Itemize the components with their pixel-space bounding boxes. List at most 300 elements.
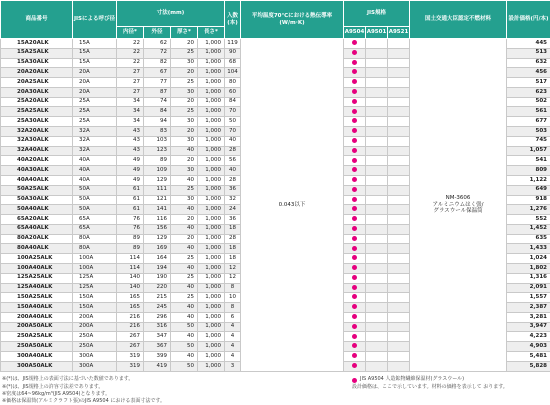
cell-a9501 <box>366 263 388 273</box>
cell-outer: 94 <box>144 117 171 127</box>
cell-price: 1,802 <box>507 263 550 273</box>
cell-price: 1,557 <box>507 293 550 303</box>
cell-name: 250A50ALK <box>1 342 73 352</box>
cell-a9521 <box>388 322 410 332</box>
cell-inner: 114 <box>117 263 144 273</box>
cell-jis: 40A <box>73 166 117 176</box>
cell-len: 1,000 <box>198 244 225 254</box>
cell-price: 1,122 <box>507 175 550 185</box>
header-mlit: 国土交通大臣認定不燃材料 <box>410 1 507 39</box>
cell-jis: 200A <box>73 312 117 322</box>
cell-a9521 <box>388 215 410 225</box>
cell-thick: 30 <box>171 195 198 205</box>
cell-a9521 <box>388 273 410 283</box>
cell-jis: 250A <box>73 332 117 342</box>
cell-a9521 <box>388 78 410 88</box>
cell-len: 1,000 <box>198 322 225 332</box>
cell-thick: 30 <box>171 58 198 68</box>
header-thickness: 厚さ* <box>171 27 198 39</box>
cell-a9501 <box>366 273 388 283</box>
cell-len: 1,000 <box>198 312 225 322</box>
cell-thick: 40 <box>171 312 198 322</box>
cell-qty: 28 <box>225 175 241 185</box>
cell-a9501 <box>366 146 388 156</box>
cell-a9504 <box>344 166 366 176</box>
cell-price: 502 <box>507 97 550 107</box>
cell-thick: 40 <box>171 263 198 273</box>
dot-icon <box>352 89 357 94</box>
legend-dot-icon <box>352 378 357 383</box>
cell-name: 40A30ALK <box>1 166 73 176</box>
cell-thick: 25 <box>171 185 198 195</box>
cell-a9501 <box>366 234 388 244</box>
cell-name: 50A25ALK <box>1 185 73 195</box>
cell-qty: 36 <box>225 185 241 195</box>
cell-len: 1,000 <box>198 361 225 371</box>
dot-icon <box>352 265 357 270</box>
cell-outer: 72 <box>144 48 171 58</box>
cell-inner: 22 <box>117 48 144 58</box>
cell-a9504 <box>344 322 366 332</box>
cell-thick: 20 <box>171 97 198 107</box>
cell-jis: 40A <box>73 175 117 185</box>
cell-len: 1,000 <box>198 107 225 117</box>
cell-a9501 <box>366 303 388 313</box>
cell-outer: 296 <box>144 312 171 322</box>
cell-name: 100A40ALK <box>1 263 73 273</box>
cell-inner: 34 <box>117 107 144 117</box>
cell-a9501 <box>366 352 388 362</box>
cell-qty: 28 <box>225 234 241 244</box>
cell-thick: 20 <box>171 68 198 78</box>
cell-len: 1,000 <box>198 283 225 293</box>
cell-outer: 194 <box>144 263 171 273</box>
cell-len: 1,000 <box>198 263 225 273</box>
cell-a9521 <box>388 136 410 146</box>
cell-qty: 4 <box>225 322 241 332</box>
cell-a9521 <box>388 244 410 254</box>
cell-outer: 156 <box>144 224 171 234</box>
cell-a9504 <box>344 87 366 97</box>
dot-icon <box>352 40 357 45</box>
cell-price: 4,223 <box>507 332 550 342</box>
cell-qty: 6 <box>225 312 241 322</box>
cell-jis: 15A <box>73 58 117 68</box>
cell-outer: 116 <box>144 215 171 225</box>
cell-thick: 30 <box>171 87 198 97</box>
cell-inner: 49 <box>117 156 144 166</box>
cell-a9504 <box>344 352 366 362</box>
cell-inner: 216 <box>117 312 144 322</box>
cell-a9521 <box>388 39 410 49</box>
cell-a9504 <box>344 48 366 58</box>
cell-price: 2,091 <box>507 283 550 293</box>
header-a9501: A9501 <box>366 27 388 39</box>
dot-icon <box>352 167 357 172</box>
cell-a9504 <box>344 312 366 322</box>
cell-inner: 27 <box>117 87 144 97</box>
cell-outer: 82 <box>144 58 171 68</box>
cell-a9521 <box>388 175 410 185</box>
legend-note: 設計価格は、ここで示しています。材料の価格を表示して おります。 <box>352 384 508 390</box>
cell-price: 918 <box>507 195 550 205</box>
cell-qty: 12 <box>225 263 241 273</box>
table-body <box>1 39 550 372</box>
cell-a9504 <box>344 107 366 117</box>
cell-a9501 <box>366 342 388 352</box>
cell-outer: 367 <box>144 342 171 352</box>
cell-len: 1,000 <box>198 293 225 303</box>
cell-qty: 18 <box>225 254 241 264</box>
dot-icon <box>352 226 357 231</box>
cell-outer: 67 <box>144 68 171 78</box>
cell-a9501 <box>366 224 388 234</box>
cell-name: 50A30ALK <box>1 195 73 205</box>
cell-inner: 140 <box>117 273 144 283</box>
cell-outer: 419 <box>144 361 171 371</box>
cell-len: 1,000 <box>198 117 225 127</box>
cell-name: 20A25ALK <box>1 78 73 88</box>
dot-icon <box>352 138 357 143</box>
dot-icon <box>352 334 357 339</box>
cell-len: 1,000 <box>198 175 225 185</box>
dot-icon <box>352 177 357 182</box>
cell-name: 25A20ALK <box>1 97 73 107</box>
cell-thick: 20 <box>171 234 198 244</box>
cell-name: 25A25ALK <box>1 107 73 117</box>
cell-inner: 49 <box>117 166 144 176</box>
cell-name: 125A40ALK <box>1 283 73 293</box>
table-header <box>1 1 550 39</box>
cell-thick: 25 <box>171 273 198 283</box>
footnote-4: ※価格は保温筒(アルミクラフト張)のJIS A9504 における表面寸法です。 <box>2 398 165 404</box>
cell-jis: 20A <box>73 68 117 78</box>
dot-icon <box>352 69 357 74</box>
cell-jis: 100A <box>73 263 117 273</box>
cell-inner: 22 <box>117 39 144 49</box>
cell-a9501 <box>366 166 388 176</box>
cell-qty: 32 <box>225 195 241 205</box>
header-dimensions: 寸法(mm) <box>117 1 225 27</box>
cell-a9501 <box>366 322 388 332</box>
cell-name: 50A40ALK <box>1 205 73 215</box>
cell-inner: 114 <box>117 254 144 264</box>
cell-a9521 <box>388 303 410 313</box>
cell-inner: 43 <box>117 127 144 137</box>
cell-name: 40A20ALK <box>1 156 73 166</box>
cell-outer: 74 <box>144 97 171 107</box>
cell-price: 3,281 <box>507 312 550 322</box>
cell-a9521 <box>388 293 410 303</box>
cell-outer: 87 <box>144 87 171 97</box>
cell-a9521 <box>388 107 410 117</box>
cell-jis: 32A <box>73 136 117 146</box>
dot-icon <box>352 275 357 280</box>
cell-jis: 40A <box>73 156 117 166</box>
cell-qty: 119 <box>225 39 241 49</box>
cell-price: 552 <box>507 215 550 225</box>
cell-thick: 50 <box>171 342 198 352</box>
legend-label: JIS A9504 人造鉱物繊維保温材(グラスウール) <box>360 376 465 382</box>
cell-thick: 25 <box>171 48 198 58</box>
cell-len: 1,000 <box>198 205 225 215</box>
cell-qty: 68 <box>225 58 241 68</box>
cell-name: 20A30ALK <box>1 87 73 97</box>
cell-qty: 60 <box>225 87 241 97</box>
cell-thick: 40 <box>171 303 198 313</box>
cell-price: 649 <box>507 185 550 195</box>
cell-qty: 3 <box>225 361 241 371</box>
cell-a9504 <box>344 293 366 303</box>
header-a9504: A9504 <box>344 27 366 39</box>
cell-outer: 129 <box>144 175 171 185</box>
cell-name: 125A25ALK <box>1 273 73 283</box>
cell-price: 623 <box>507 87 550 97</box>
cell-thick: 20 <box>171 156 198 166</box>
cell-len: 1,000 <box>198 68 225 78</box>
cell-thick: 40 <box>171 244 198 254</box>
cell-inner: 267 <box>117 342 144 352</box>
cell-price: 456 <box>507 68 550 78</box>
dot-icon <box>352 246 357 251</box>
cell-a9501 <box>366 215 388 225</box>
cell-inner: 140 <box>117 283 144 293</box>
cell-outer: 84 <box>144 107 171 117</box>
cell-qty: 40 <box>225 136 241 146</box>
cell-name: 300A40ALK <box>1 352 73 362</box>
cell-inner: 76 <box>117 224 144 234</box>
cell-outer: 109 <box>144 166 171 176</box>
cell-jis: 15A <box>73 39 117 49</box>
footnote-2: ※(*)は、JIS規格上の許容寸法差であります。 <box>2 384 104 390</box>
dot-icon <box>352 343 357 348</box>
cell-price: 809 <box>507 166 550 176</box>
cell-inner: 319 <box>117 352 144 362</box>
cell-inner: 165 <box>117 293 144 303</box>
cell-jis: 65A <box>73 215 117 225</box>
cell-name: 32A40ALK <box>1 146 73 156</box>
cell-a9501 <box>366 156 388 166</box>
cell-price: 541 <box>507 156 550 166</box>
conductivity-value: 0.043以下 <box>241 39 344 372</box>
cell-thick: 25 <box>171 78 198 88</box>
cell-a9501 <box>366 39 388 49</box>
cell-name: 25A30ALK <box>1 117 73 127</box>
cell-outer: 62 <box>144 39 171 49</box>
cell-jis: 20A <box>73 78 117 88</box>
cell-a9521 <box>388 342 410 352</box>
cell-len: 1,000 <box>198 224 225 234</box>
cell-thick: 20 <box>171 215 198 225</box>
cell-len: 1,000 <box>198 332 225 342</box>
cell-a9504 <box>344 39 366 49</box>
cell-a9501 <box>366 283 388 293</box>
header-qty: 入数(本) <box>225 1 241 39</box>
cell-outer: 347 <box>144 332 171 342</box>
cell-jis: 125A <box>73 283 117 293</box>
cell-outer: 399 <box>144 352 171 362</box>
cell-a9504 <box>344 254 366 264</box>
cell-jis: 80A <box>73 234 117 244</box>
cell-a9501 <box>366 293 388 303</box>
cell-jis: 125A <box>73 273 117 283</box>
cell-jis: 200A <box>73 322 117 332</box>
cell-a9504 <box>344 195 366 205</box>
cell-qty: 84 <box>225 97 241 107</box>
cell-len: 1,000 <box>198 303 225 313</box>
cell-thick: 25 <box>171 254 198 264</box>
cell-outer: 111 <box>144 185 171 195</box>
cell-price: 513 <box>507 48 550 58</box>
cell-len: 1,000 <box>198 342 225 352</box>
cell-a9504 <box>344 117 366 127</box>
cell-a9501 <box>366 361 388 371</box>
cell-qty: 18 <box>225 224 241 234</box>
cell-a9504 <box>344 127 366 137</box>
dot-icon <box>352 128 357 133</box>
cell-name: 40A40ALK <box>1 175 73 185</box>
cell-outer: 316 <box>144 322 171 332</box>
cell-len: 1,000 <box>198 97 225 107</box>
cell-len: 1,000 <box>198 185 225 195</box>
cell-name: 20A20ALK <box>1 68 73 78</box>
cell-qty: 28 <box>225 146 241 156</box>
cell-price: 632 <box>507 58 550 68</box>
cell-a9521 <box>388 283 410 293</box>
dot-icon <box>352 294 357 299</box>
cell-qty: 8 <box>225 283 241 293</box>
cell-name: 150A40ALK <box>1 303 73 313</box>
cell-qty: 104 <box>225 68 241 78</box>
cell-a9521 <box>388 234 410 244</box>
cell-a9501 <box>366 117 388 127</box>
header-jis-standard: JIS規格 <box>344 1 410 27</box>
cell-a9521 <box>388 48 410 58</box>
cell-len: 1,000 <box>198 146 225 156</box>
dot-icon <box>352 99 357 104</box>
cell-a9504 <box>344 361 366 371</box>
header-product: 商品番号 <box>1 1 73 39</box>
cell-qty: 24 <box>225 205 241 215</box>
cell-inner: 22 <box>117 58 144 68</box>
dot-icon <box>352 236 357 241</box>
dot-icon <box>352 324 357 329</box>
cell-qty: 70 <box>225 127 241 137</box>
cell-a9521 <box>388 195 410 205</box>
cell-price: 5,481 <box>507 352 550 362</box>
cell-jis: 50A <box>73 205 117 215</box>
mlit-mlit-line1: NM-3606 <box>445 194 471 201</box>
cell-a9521 <box>388 312 410 322</box>
cell-a9521 <box>388 224 410 234</box>
cell-a9504 <box>344 136 366 146</box>
cell-jis: 32A <box>73 127 117 137</box>
cell-thick: 50 <box>171 361 198 371</box>
footnote-1: ※(*)は、JIS規格上の表面寸法に基づいた数値であります。 <box>2 376 134 382</box>
cell-price: 1,024 <box>507 254 550 264</box>
cell-price: 745 <box>507 136 550 146</box>
cell-a9501 <box>366 205 388 215</box>
cell-thick: 40 <box>171 146 198 156</box>
cell-price: 445 <box>507 39 550 49</box>
cell-thick: 25 <box>171 293 198 303</box>
cell-price: 677 <box>507 117 550 127</box>
cell-inner: 89 <box>117 234 144 244</box>
cell-qty: 4 <box>225 332 241 342</box>
dot-icon <box>352 353 357 358</box>
dot-icon <box>352 79 357 84</box>
cell-qty: 4 <box>225 352 241 362</box>
cell-name: 200A50ALK <box>1 322 73 332</box>
cell-outer: 141 <box>144 205 171 215</box>
cell-len: 1,000 <box>198 352 225 362</box>
header-price: 設計価格(円/本) <box>507 1 550 39</box>
cell-a9521 <box>388 127 410 137</box>
cell-a9521 <box>388 97 410 107</box>
cell-outer: 77 <box>144 78 171 88</box>
cell-qty: 18 <box>225 244 241 254</box>
cell-len: 1,000 <box>198 87 225 97</box>
mlit-mlit-line2: アルミニウムはく張/ <box>432 201 484 208</box>
cell-name: 15A20ALK <box>1 39 73 49</box>
header-length: 長さ* <box>198 27 225 39</box>
cell-price: 1,452 <box>507 224 550 234</box>
cell-name: 15A25ALK <box>1 48 73 58</box>
cell-a9504 <box>344 342 366 352</box>
cell-qty: 8 <box>225 303 241 313</box>
cell-outer: 121 <box>144 195 171 205</box>
cell-thick: 40 <box>171 283 198 293</box>
cell-price: 1,276 <box>507 205 550 215</box>
cell-name: 15A30ALK <box>1 58 73 68</box>
cell-a9501 <box>366 127 388 137</box>
dot-icon <box>352 314 357 319</box>
cell-a9501 <box>366 195 388 205</box>
cell-jis: 25A <box>73 117 117 127</box>
cell-thick: 20 <box>171 39 198 49</box>
cell-inner: 27 <box>117 78 144 88</box>
cell-len: 1,000 <box>198 234 225 244</box>
cell-inner: 76 <box>117 215 144 225</box>
cell-a9501 <box>366 107 388 117</box>
cell-price: 5,828 <box>507 361 550 371</box>
cell-inner: 43 <box>117 136 144 146</box>
cell-inner: 216 <box>117 322 144 332</box>
cell-a9504 <box>344 78 366 88</box>
cell-a9504 <box>344 332 366 342</box>
cell-inner: 49 <box>117 175 144 185</box>
cell-len: 1,000 <box>198 78 225 88</box>
dot-icon <box>352 148 357 153</box>
cell-jis: 150A <box>73 293 117 303</box>
dot-icon <box>352 216 357 221</box>
cell-outer: 215 <box>144 293 171 303</box>
cell-a9501 <box>366 87 388 97</box>
footnote-3: ※密度は64~96kg/m³(JIS A9504)となります。 <box>2 391 111 397</box>
cell-price: 3,947 <box>507 322 550 332</box>
cell-jis: 300A <box>73 352 117 362</box>
cell-thick: 50 <box>171 322 198 332</box>
cell-name: 250A25ALK <box>1 332 73 342</box>
cell-a9521 <box>388 361 410 371</box>
cell-a9521 <box>388 156 410 166</box>
cell-len: 1,000 <box>198 39 225 49</box>
cell-a9501 <box>366 136 388 146</box>
cell-price: 503 <box>507 127 550 137</box>
cell-price: 561 <box>507 107 550 117</box>
cell-a9504 <box>344 234 366 244</box>
table-row <box>1 39 550 49</box>
